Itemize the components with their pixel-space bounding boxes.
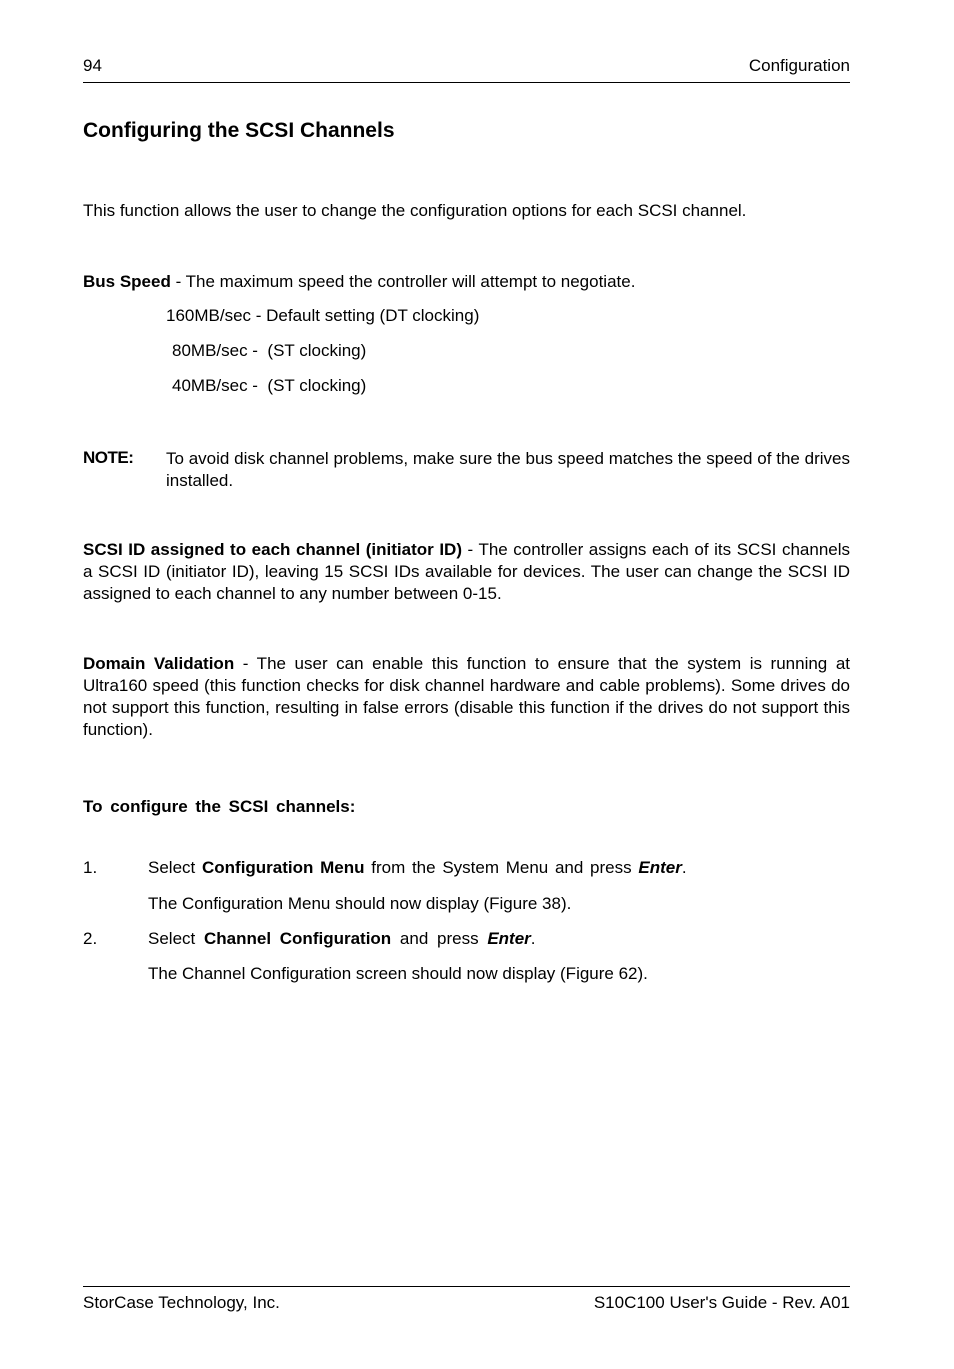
step-1-pre: Select [148, 858, 202, 877]
step-1-mid: from the System Menu and press [364, 858, 639, 877]
header-rule [83, 82, 850, 83]
step-2-instruction [148, 929, 536, 949]
step-2-number: 2. [83, 929, 98, 948]
domain-validation-term: Domain Validation [83, 654, 235, 673]
step-1-instruction [148, 858, 687, 878]
scsi-id-desc: - The controller assigns each of its SCSI channels a SCSI ID (initiator ID), leaving 15 SCSI IDs available for devices. The user can change the SCSI ID assigned to each channel to any number between 0-15. [83, 540, 850, 603]
scsi-id-term: SCSI ID assigned to each channel (initiator ID) [83, 540, 462, 559]
step-1-number: 1. [83, 858, 98, 877]
note-label: NOTE: [83, 448, 134, 467]
domain-validation-desc: - The user can enable this function to ensure that the system is running at Ultra160 speed (this function checks for disk channel hardware and cable problems). Some drives do not support this function, resulting in false errors (disable this function if the drives do not support this function). [83, 654, 850, 739]
bus-speed-option-160: 160MB/sec - Default setting (DT clocking) [166, 306, 480, 325]
footer-company: StorCase Technology, Inc. [83, 1293, 280, 1312]
step-2-key: Enter [487, 929, 531, 948]
step-1-result: The Configuration Menu should now display (Figure 38). [148, 894, 572, 913]
step-2-pre: Select [148, 929, 204, 948]
step-2-menu-name: Channel Configuration [203, 929, 392, 948]
step-1-post: . [681, 858, 687, 877]
running-header: Configuration [748, 56, 850, 75]
intro-paragraph: This function allows the user to change the configuration options for each SCSI channel. [83, 201, 747, 220]
footer-rule [83, 1286, 850, 1287]
procedure-heading: To configure the SCSI channels: [83, 797, 356, 816]
step-1-key: Enter [638, 858, 682, 877]
bus-speed-paragraph [83, 271, 850, 293]
note-text: To avoid disk channel problems, make sure the bus speed matches the speed of the drives installed. [166, 449, 850, 490]
domain-validation-paragraph [83, 653, 850, 741]
bus-speed-term: Bus Speed [83, 272, 171, 291]
step-2-result: The Channel Configuration screen should now display (Figure 62). [148, 964, 648, 983]
step-2-mid: and press [391, 929, 488, 948]
bus-speed-option-40: 40MB/sec - (ST clocking) [172, 376, 367, 395]
section-title: Configuring the SCSI Channels [83, 119, 395, 142]
scsi-id-paragraph [83, 539, 850, 605]
bus-speed-option-80: 80MB/sec - (ST clocking) [172, 341, 367, 360]
bus-speed-desc: - The maximum speed the controller will attempt to negotiate. [170, 272, 636, 291]
step-1-menu-name: Configuration Menu [201, 858, 365, 877]
footer-guide: S10C100 User's Guide - Rev. A01 [593, 1293, 850, 1312]
page-number: 94 [83, 56, 102, 75]
step-2-post: . [530, 929, 536, 948]
